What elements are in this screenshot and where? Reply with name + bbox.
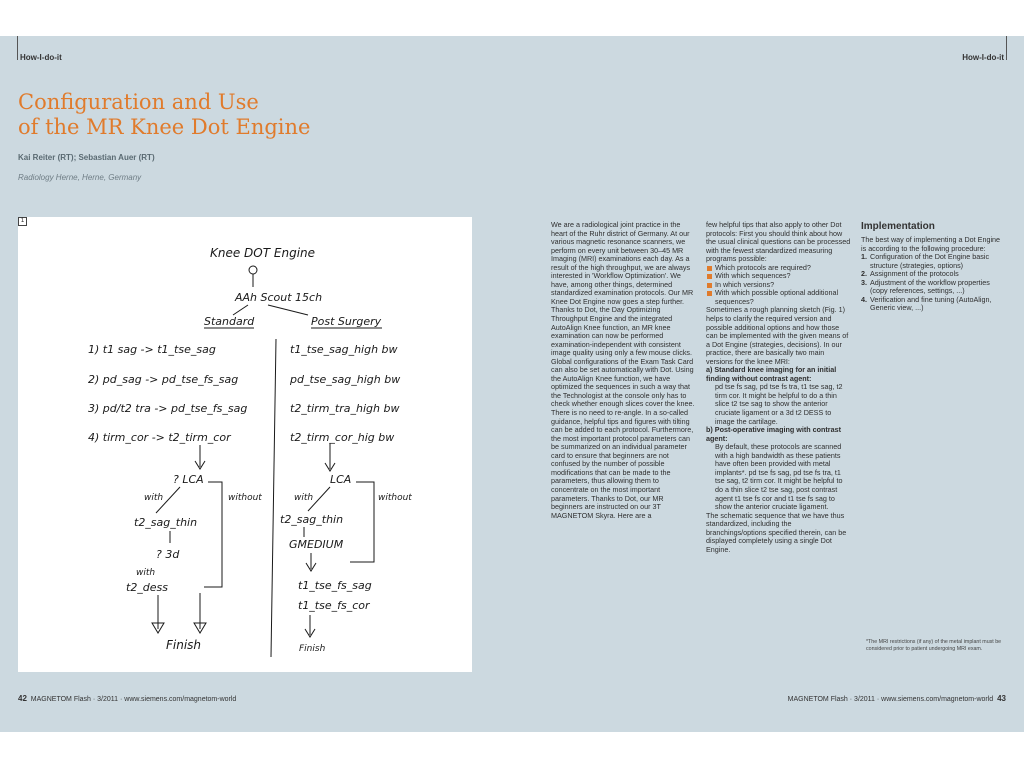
article-title <box>18 90 418 140</box>
sketch-right-step: pd_tse_sag_high bw <box>290 373 401 386</box>
body-text: few helpful tips that also apply to other Dot protocols: First you should think about how the usual clinical questions can be processed with the fewest standardized measuring programs possible: <box>706 220 851 264</box>
footer-right <box>788 694 1006 703</box>
sketch-line <box>233 305 248 315</box>
body-text: The best way of implementing a Dot Engine is according to the following procedure: <box>861 235 1001 253</box>
sketch-with: with <box>136 568 156 578</box>
sketch-left-step: 2) pd_sag -> pd_tse_fs_sag <box>88 373 239 386</box>
list-text: Configuration of the Dot Engine basic structure (strategies, options) <box>870 252 990 270</box>
sketch-branch-standard: Standard <box>204 315 255 328</box>
handwritten-flowchart <box>18 217 472 672</box>
sketch-right-question: LCA <box>330 473 352 486</box>
section-label-left: How-I-do-it <box>20 53 62 62</box>
title-line-2: of the MR Knee Dot Engine <box>18 115 311 139</box>
subheading-post-operative: b) Post-operative imaging with contrast agent: <box>706 425 841 443</box>
crop-mark <box>17 36 18 60</box>
list-number: 3. <box>861 277 867 287</box>
sketch-left-option-2: t2_dess <box>126 581 169 594</box>
sketch-node <box>249 266 257 274</box>
list-item: In which versions? <box>706 281 852 290</box>
sketch-right-step: t1_tse_sag_high bw <box>290 343 398 356</box>
sketch-right-step-2: t1_tse_fs_cor <box>298 599 370 612</box>
sketch-left-step: 1) t1 sag -> t1_tse_sag <box>88 343 216 356</box>
figure-planning-sketch <box>18 217 472 672</box>
sketch-left-step: 4) tirm_cor -> t2_tirm_cor <box>88 431 231 444</box>
sketch-connector <box>350 482 374 562</box>
page-number-left: 42 <box>18 694 27 703</box>
sketch-branch-post-surgery: Post Surgery <box>311 315 382 328</box>
list-item: With which sequences? <box>706 272 852 281</box>
magazine-spread <box>0 36 1024 732</box>
body-text: The schematic sequence that we have thus standardized, including the branchings/options specified therein, can be displayed completely using a single Dot Engine. <box>706 510 847 554</box>
sketch-left-question: ? LCA <box>173 473 204 486</box>
sketch-right-step-2: t1_tse_fs_sag <box>298 579 372 592</box>
list-item <box>861 253 1007 270</box>
section-label-right: How-I-do-it <box>962 53 1004 62</box>
text-column-2 <box>706 221 852 554</box>
sketch-left-question-2: ? 3d <box>156 548 180 561</box>
list-item: Which protocols are required? <box>706 264 852 273</box>
sketch-coil: AAh Scout 15ch <box>235 291 323 304</box>
body-text: We are a radiological joint practice in the heart of the Ruhr district of Germany. At our various magnetic resonance scanners, we perform on every unit between 30–45 MR Imaging (MRI) examinations each day. As a result of the high throughput, we are always interested in 'Workflow Optimization'. We have, among other things, determined standardized examination protocols. Our MR Knee Dot Engine now goes a step further. Thanks to Dot, the Day Optimizing Throughput Engine and the integrated AutoAlign Knee function, an MR knee examination can now be performed examination-independent with consistent image quality using only a few mouse clicks. Global configurations of the Exam Task Card can also be set automatically with Dot. Using the AutoAlign Knee function, we have optimized the sequences in such a way that the Technologist at the console only has to check whether enough slices cover the knee. There is no need to re-angle. In a so-called guidance, helpful tips and figures with tilting can be added to each protocol. Furthermore, the most important protocol parameters can be summarized on an individual parameter card to ensure that beginners are not confused by the number of possible modifications that can be made to the parameters, thus allowing them to concentrate on the most important parameters. Thanks to Dot, our MR beginners are instructed on our 3T MAGNETOM Skyra. Here are a <box>551 220 695 520</box>
article-affiliation: Radiology Herne, Herne, Germany <box>18 173 142 182</box>
sketch-title: Knee DOT Engine <box>210 246 316 260</box>
list-number: 2. <box>861 269 867 279</box>
sketch-finish-right: Finish <box>299 644 326 654</box>
text-column-3 <box>861 221 1007 313</box>
list-item: With which possible optional additional sequences? <box>706 289 852 306</box>
body-text: By default, these protocols are scanned with a high bandwidth as these patients have often been provided with metal implants*. pd tse fs sag, pd tse fs tra, t1 tse sag, t2 tirm cor. It might be helpful to do a thin slice t2 tse sag, post contrast agent t1 tse fs cor and t1 tse fs sag to show the anterior cruciate ligament. <box>715 442 843 512</box>
sketch-left-option: t2_sag_thin <box>134 516 198 529</box>
sketch-right-option: t2_sag_thin <box>280 513 344 526</box>
article-authors: Kai Reiter (RT); Sebastian Auer (RT) <box>18 153 155 162</box>
sketch-right-step: t2_tirm_cor_hig bw <box>290 431 395 444</box>
body-text: Sometimes a rough planning sketch (Fig. 1) helps to clarify the required version and possible additional options and how those can be implemented with the given means of a Dot Engine (strategies, decisions). In our practice, there are basically two main versions for the knee MRI: <box>706 305 849 366</box>
sketch-left-step: 3) pd/t2 tra -> pd_tse_fs_sag <box>88 402 248 415</box>
subheading-standard: a) Standard knee imaging for an initial finding without contrast agent: <box>706 365 837 383</box>
crop-mark <box>1006 36 1007 60</box>
footer-text-left: MAGNETOM Flash · 3/2011 · www.siemens.com/magnetom-world <box>30 696 237 703</box>
list-item <box>861 279 1007 296</box>
sketch-without: without <box>378 493 412 503</box>
list-number: 1. <box>861 252 867 262</box>
sketch-line <box>268 305 308 315</box>
implementation-heading: Implementation <box>861 221 935 232</box>
figure-number: 1 <box>18 217 27 226</box>
sketch-right-step: t2_tirm_tra_high bw <box>290 402 400 415</box>
sketch-divider <box>271 339 276 657</box>
sketch-medium: GMEDIUM <box>289 538 344 551</box>
list-number: 4. <box>861 294 867 304</box>
sketch-with: with <box>294 493 314 503</box>
text-column-1 <box>551 221 697 520</box>
footer-left <box>18 694 236 703</box>
list-item <box>861 296 1007 313</box>
sketch-connector <box>204 482 222 587</box>
sketch-without: without <box>228 493 262 503</box>
body-text: pd tse fs sag, pd tse fs tra, t1 tse sag, t2 tirm cor. It might be helpful to do a thin slice t2 tse sag to show the anterior cruciate ligament or a 3d t2 DESS to image the cartilage. <box>715 382 843 426</box>
page-number-right: 43 <box>997 694 1006 703</box>
footnote: *The MRI restrictions (if any) of the metal implant must be considered prior to patient undergoing MRI exam. <box>866 639 1002 652</box>
list-text: Adjustment of the workflow properties (copy references, settings, ...) <box>870 277 990 296</box>
sketch-finish-left: Finish <box>166 638 202 652</box>
list-text: Verification and fine tuning (AutoAlign, Generic view, ...) <box>870 294 992 313</box>
title-line-1: Configuration and Use <box>18 90 259 114</box>
footer-text-right: MAGNETOM Flash · 3/2011 · www.siemens.com/magnetom-world <box>787 696 994 703</box>
procedure-list <box>861 253 1007 313</box>
list-text: Assignment of the protocols <box>870 269 959 279</box>
question-list <box>706 264 852 307</box>
sketch-with: with <box>144 493 164 503</box>
